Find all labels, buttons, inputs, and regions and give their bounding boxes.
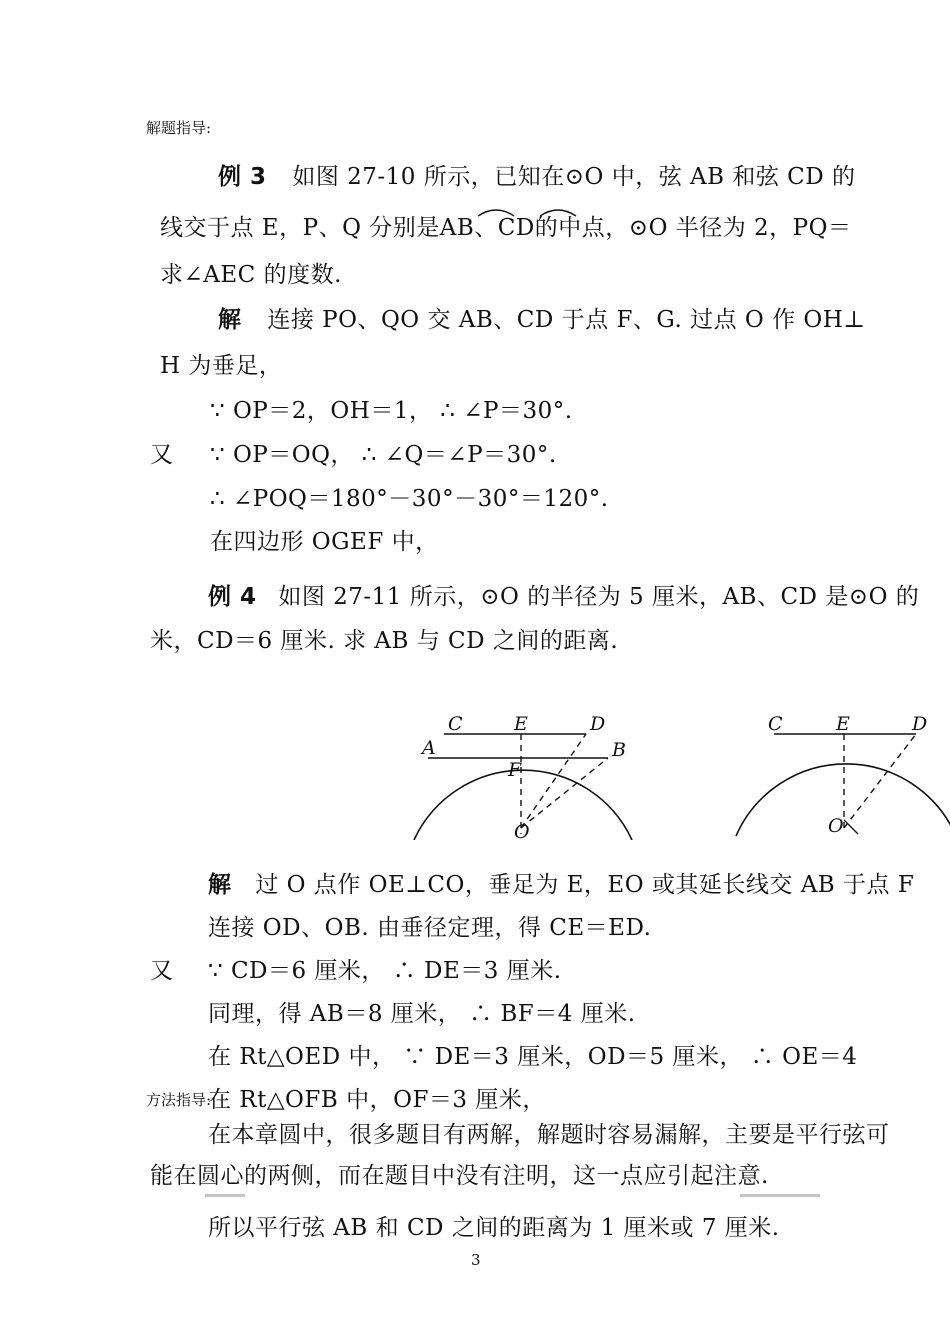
example4-solution-text-5: 在 Rt△OED 中， ∵ DE＝3 厘米，OD＝5 厘米， ∴ OE＝4 (208, 1044, 858, 1070)
example4-solution-prefix-3: 又 (150, 958, 174, 984)
radius-od-right (844, 734, 916, 828)
example4-solution-text-3: ∵ CD＝6 厘米， ∴ DE＝3 厘米. (208, 958, 562, 984)
scan-artifact (740, 1194, 820, 1197)
example3-solution-text-6: 在四边形 OGEF 中， (210, 529, 439, 555)
example3-solution-text-4: ∵ OP＝OQ， ∴ ∠Q＝∠P＝30°. (210, 442, 557, 468)
example4-problem-text-1: 如图 27-11 所示，⊙O 的半径为 5 厘米，AB、CD 是⊙O 的 (278, 584, 920, 610)
example4-solution-text-6: 在 Rt△OFB 中，OF＝3 厘米， (208, 1087, 546, 1113)
label-e-right: E (836, 713, 850, 735)
example3-solution-text-3: ∵ OP＝2，OH＝1， ∴ ∠P＝30°. (210, 398, 573, 424)
example3-problem-text-2: 线交于点 E，P、Q 分别是AB、CD的中点，⊙O 半径为 2，PQ＝ (160, 215, 852, 241)
label-o-left: O (514, 821, 530, 840)
label-a-left: A (422, 737, 436, 759)
example3-solution-text-2: H 为垂足， (160, 353, 283, 379)
label-b-left: B (612, 739, 626, 761)
label-e-left: E (514, 713, 528, 735)
page-number: 3 (471, 1251, 481, 1269)
radius-tick-right (844, 820, 858, 834)
arc-mark-cd (538, 206, 578, 218)
scan-artifact (205, 1194, 245, 1197)
radius-ob-left (521, 758, 608, 828)
figure-27-11-right (728, 700, 950, 840)
label-c-left: C (448, 713, 463, 735)
example3-solution-line1 (218, 305, 865, 335)
label-f-left: F (508, 759, 522, 781)
example4-solution-tag: 解 (208, 872, 232, 898)
method-note-line1: 在本章圆中，很多题目有两解，解题时容易漏解，主要是平行弦可 (208, 1122, 890, 1148)
label-c-right: C (768, 713, 783, 735)
example3-tag: 例 3 (218, 164, 267, 190)
figure-27-11-left (400, 700, 650, 840)
arc-mark-ab (476, 206, 516, 218)
example4-solution-text-1: 过 O 点作 OE⊥CO，垂足为 E，EO 或其延长线交 AB 于点 F (255, 872, 915, 898)
example3-solution-text-1: 连接 PO、QO 交 AB、CD 于点 F、G. 过点 O 作 OH⊥ (267, 307, 866, 333)
example3-problem-text-3: 求∠AEC 的度数. (160, 262, 342, 288)
example4-solution-text-2: 连接 OD、OB. 由垂径定理，得 CE＝ED. (208, 915, 652, 941)
method-note-line2: 能在圆心的两侧，而在题目中没有注明，这一点应引起注意. (150, 1163, 769, 1189)
example4-problem-text-2: 米，CD＝6 厘米. 求 AB 与 CD 之间的距离. (150, 628, 619, 654)
example3-line1 (218, 162, 856, 192)
example3-solution-prefix-4: 又 (150, 442, 174, 468)
label-o-right: O (828, 815, 844, 837)
example3-solution-tag: 解 (218, 307, 242, 333)
radius-od-left (521, 734, 586, 828)
section-label-method-guide: 方法指导: (146, 1091, 212, 1109)
example4-line1 (208, 582, 919, 612)
example3-solution-text-5: ∴ ∠POQ＝180°－30°－30°＝120°. (210, 486, 609, 512)
example4-conclusion: 所以平行弦 AB 和 CD 之间的距离为 1 厘米或 7 厘米. (208, 1215, 780, 1241)
label-d-left: D (590, 713, 606, 735)
example4-solution-line1 (208, 870, 914, 900)
example4-solution-text-4: 同理，得 AB＝8 厘米， ∴ BF＝4 厘米. (208, 1001, 636, 1027)
label-d-right: D (912, 713, 928, 735)
example4-tag: 例 4 (208, 584, 257, 610)
section-label-solution-guide: 解题指导: (146, 119, 212, 137)
example3-problem-text-1: 如图 27-10 所示，已知在⊙O 中，弦 AB 和弦 CD 的 (292, 164, 856, 190)
